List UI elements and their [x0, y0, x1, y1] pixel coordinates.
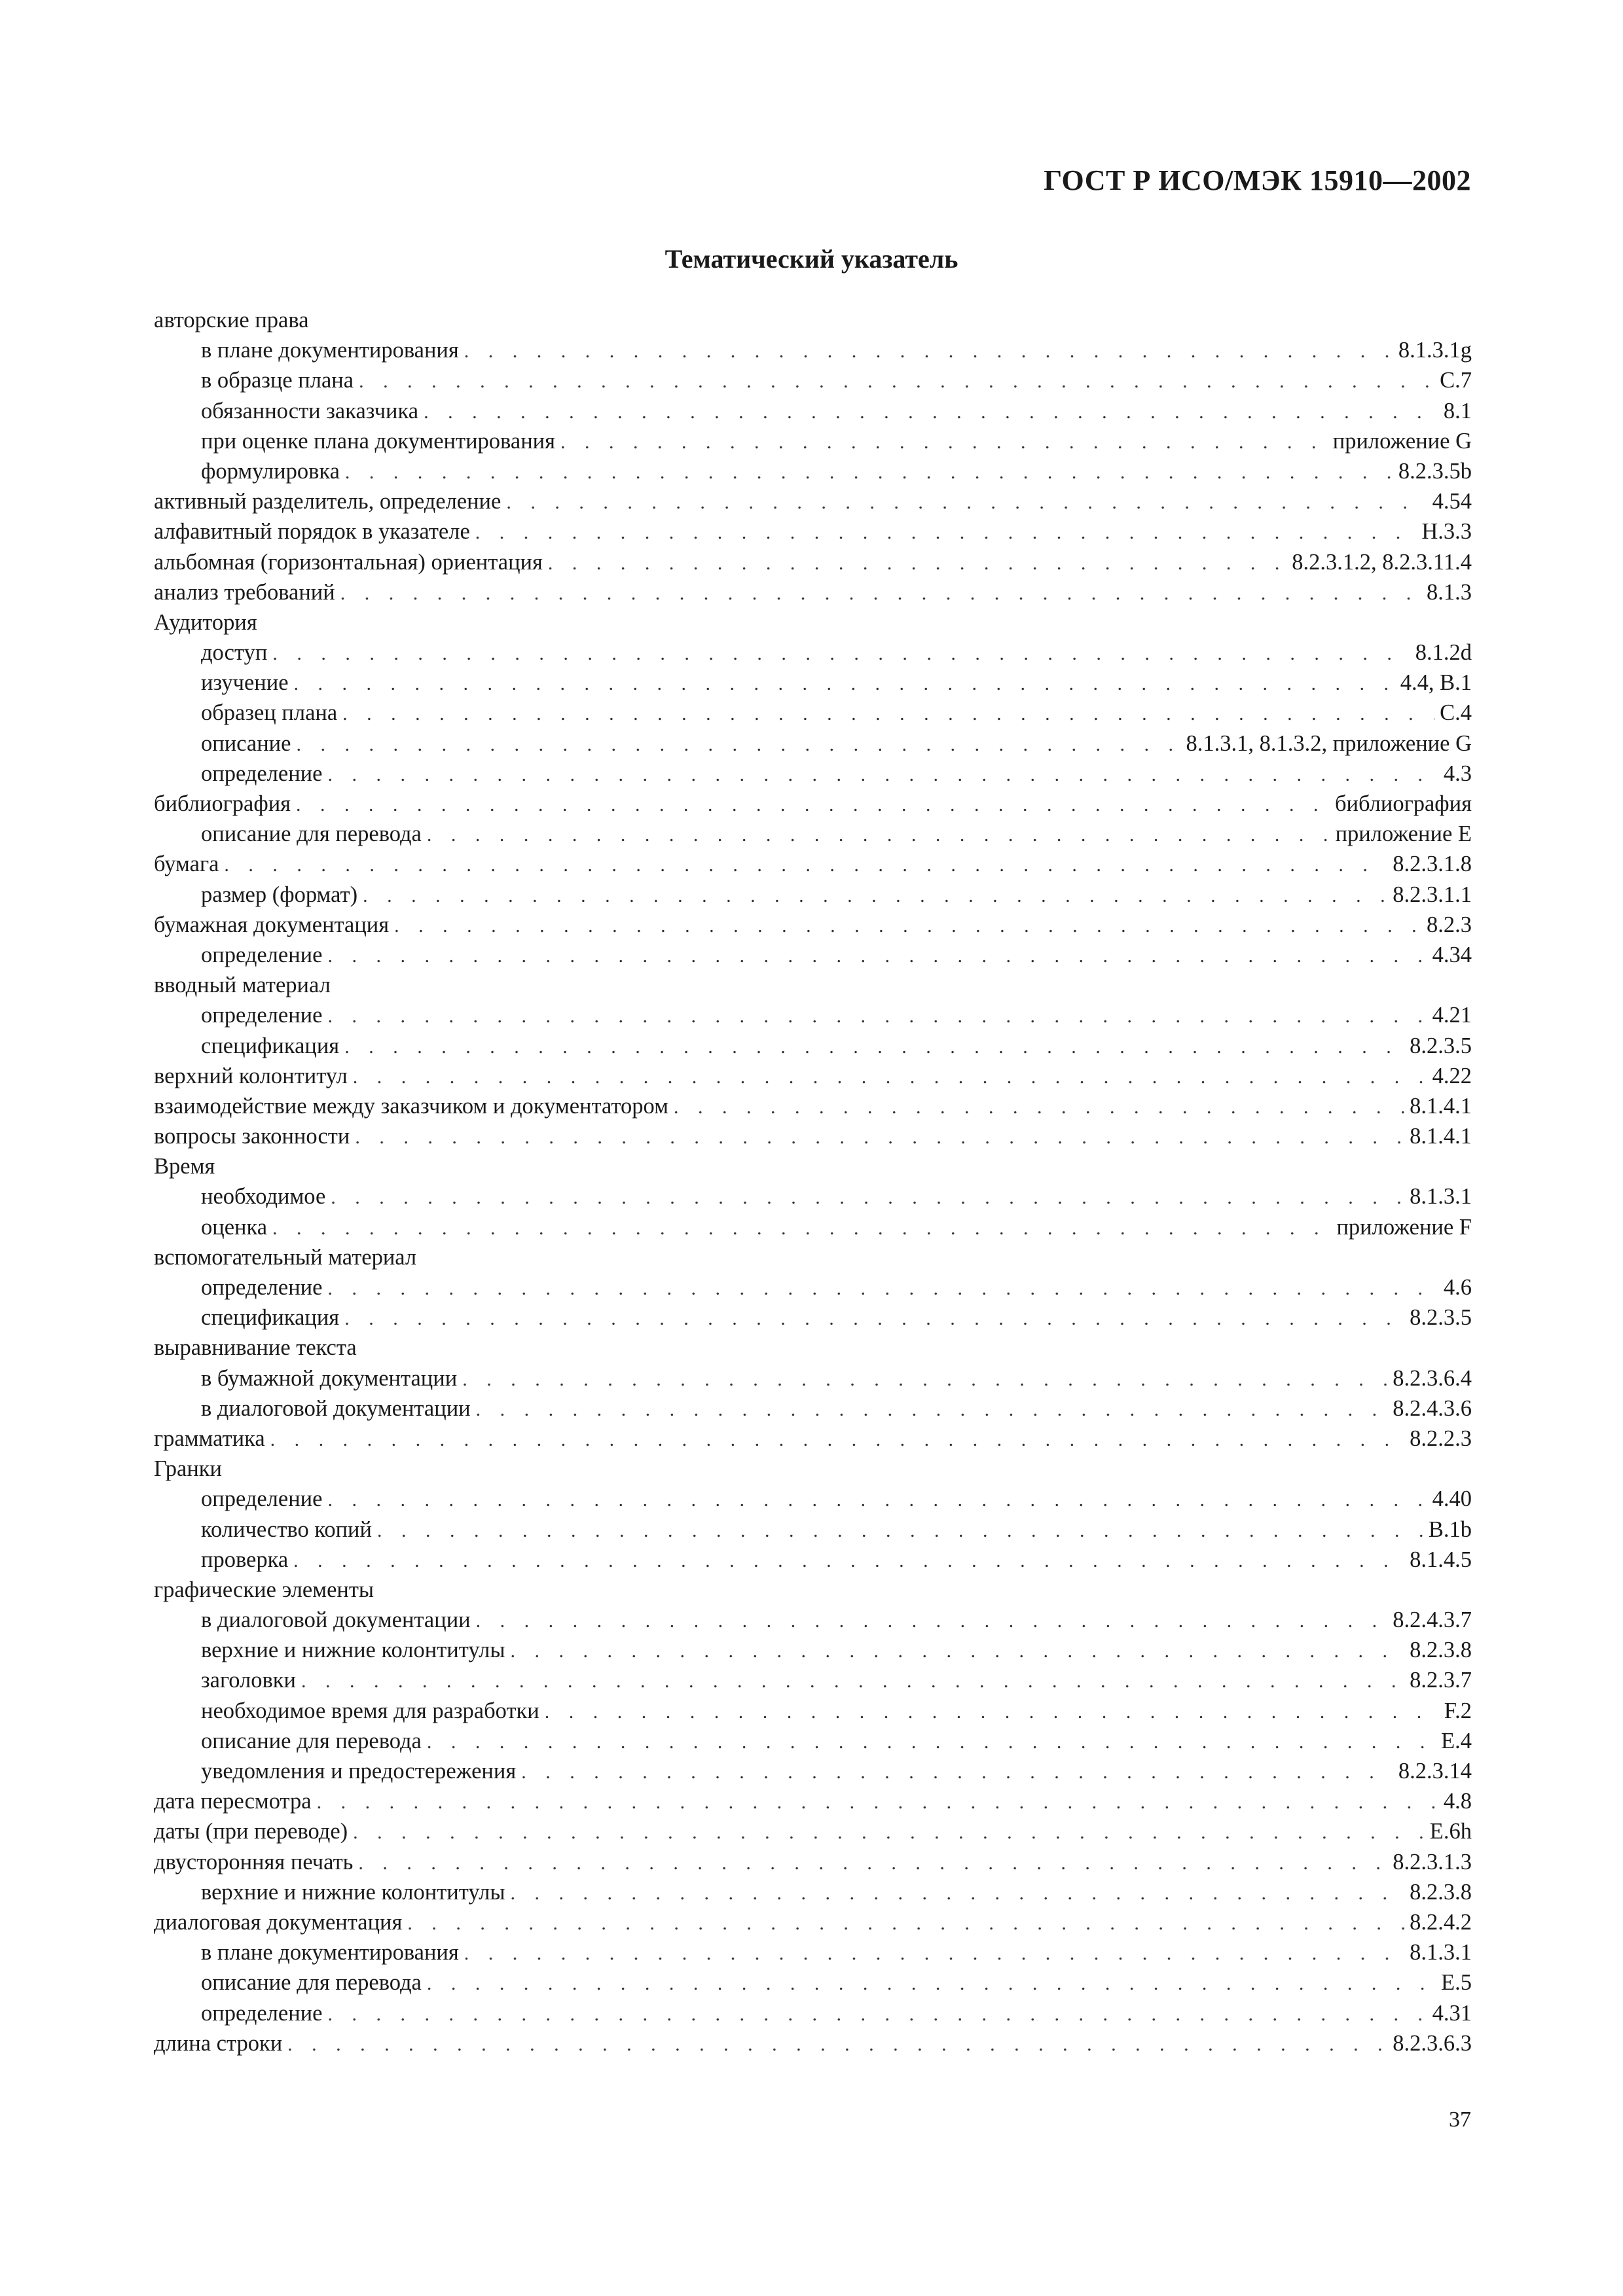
index-reference: 4.34 — [1432, 942, 1472, 967]
dot-leader — [464, 336, 1393, 367]
dot-leader — [506, 488, 1427, 518]
index-reference: приложение Е — [1335, 821, 1472, 847]
dot-leader — [427, 820, 1330, 850]
dot-leader — [355, 1122, 1404, 1153]
index-term: образец плана — [201, 700, 338, 726]
index-reference: библиография — [1334, 791, 1472, 816]
index-entry — [154, 1151, 1472, 1181]
index-subentry — [154, 880, 1472, 910]
index-reference: 4.40 — [1432, 1486, 1472, 1512]
index-entry — [154, 1121, 1472, 1151]
dot-leader — [296, 730, 1180, 760]
index-reference: 8.2.3.5 — [1410, 1033, 1472, 1058]
index-term: взаимодействие между заказчиком и документатором — [154, 1093, 668, 1119]
dot-leader — [272, 639, 1410, 669]
dot-leader — [344, 1032, 1404, 1062]
index-reference: 8.2.3.1.3 — [1393, 1849, 1472, 1874]
index-reference: 8.2.3.1.1 — [1393, 882, 1472, 907]
index-term: дата пересмотра — [154, 1789, 312, 1814]
dot-leader — [327, 1485, 1427, 1515]
index-reference: 8.1.4.1 — [1410, 1124, 1472, 1149]
index-reference: F.2 — [1444, 1698, 1472, 1723]
index-entry — [154, 577, 1472, 607]
document-code: ГОСТ Р ИСО/МЭК 15910—2002 — [1044, 164, 1471, 196]
dot-leader — [511, 1636, 1405, 1666]
index-term: грамматика — [154, 1426, 265, 1451]
index-entry — [154, 516, 1472, 547]
index-term: верхние и нижние колонтитулы — [201, 1879, 505, 1905]
index-subentry — [154, 1031, 1472, 1061]
index-reference: 8.1.3.1 — [1410, 1940, 1472, 1965]
dot-leader — [327, 2000, 1427, 2030]
index-term: алфавитный порядок в указателе — [154, 519, 470, 545]
index-subentry — [154, 335, 1472, 365]
index-term: альбомная (горизонтальная) ориентация — [154, 549, 543, 575]
index-entry — [154, 1091, 1472, 1121]
index-reference: 8.1.2d — [1415, 640, 1472, 666]
index-entry — [154, 1424, 1472, 1454]
dot-leader — [296, 790, 1330, 820]
dot-leader — [345, 457, 1393, 488]
index-term: необходимое — [201, 1184, 326, 1210]
index-entry — [154, 1816, 1472, 1846]
index-reference: 8.1.3.1, 8.1.3.2, приложение G — [1186, 730, 1472, 756]
index-term: определение — [201, 761, 323, 786]
index-reference: 4.31 — [1432, 2000, 1472, 2026]
index-reference: приложение G — [1332, 428, 1472, 454]
index-reference: 8.1.3.1 — [1410, 1184, 1472, 1210]
index-reference: 4.21 — [1432, 1003, 1472, 1028]
index-subentry — [154, 1696, 1472, 1726]
index-term: описание для перевода — [201, 821, 422, 847]
index-entry — [154, 1454, 1472, 1484]
index-subentry — [154, 365, 1472, 395]
index-subentry — [154, 1000, 1472, 1030]
index-subentry — [154, 1877, 1472, 1907]
dot-leader — [377, 1516, 1423, 1546]
index-term: необходимое время для разработки — [201, 1698, 539, 1723]
index-term: заголовки — [201, 1668, 297, 1693]
index-subentry — [154, 940, 1472, 970]
index-term: описание — [201, 730, 291, 756]
index-reference: 4.4, В.1 — [1400, 670, 1472, 696]
index-entry — [154, 1333, 1472, 1363]
index-term: в диалоговой документации — [201, 1395, 471, 1421]
dot-leader — [476, 1606, 1388, 1636]
dot-leader — [475, 518, 1417, 548]
dot-leader — [674, 1092, 1404, 1122]
dot-leader — [331, 1183, 1404, 1213]
dot-leader — [548, 548, 1286, 579]
index-reference: 8.2.3.1.2, 8.2.3.11.4 — [1292, 549, 1472, 575]
index-subentry — [154, 1635, 1472, 1665]
index-term: бумажная документация — [154, 912, 390, 937]
index-subentry — [154, 1181, 1472, 1211]
index-reference: 8.2.3.8 — [1410, 1638, 1472, 1663]
index-subentry — [154, 1393, 1472, 1424]
index-term: даты (при переводе) — [154, 1819, 348, 1844]
index-term: описание для перевода — [201, 1728, 422, 1753]
index-term: библиография — [154, 791, 291, 816]
dot-leader — [317, 1787, 1438, 1818]
index-reference: 8.2.3.5b — [1398, 458, 1472, 484]
dot-leader — [427, 1969, 1436, 1999]
index-entry — [154, 849, 1472, 879]
index-title: Тематический указатель — [665, 244, 958, 274]
index-entry — [154, 789, 1472, 819]
index-term: вводный материал — [154, 973, 331, 998]
dot-leader — [340, 579, 1421, 609]
index-subentry — [154, 1937, 1472, 1967]
index-entry — [154, 970, 1472, 1000]
index-subentry — [154, 1515, 1472, 1545]
index-reference: С.7 — [1440, 368, 1472, 393]
index-entry — [154, 486, 1472, 516]
index-subentry — [154, 396, 1472, 426]
dot-leader — [301, 1666, 1404, 1696]
index-reference: 8.2.3.7 — [1410, 1668, 1472, 1693]
index-entry — [154, 1847, 1472, 1877]
index-term: при оценке плана документирования — [201, 428, 555, 454]
index-entry — [154, 1907, 1472, 1937]
index-term: Гранки — [154, 1456, 223, 1482]
index-reference: 8.1.3.1g — [1398, 338, 1472, 363]
index-term: определение — [201, 1003, 323, 1028]
index-term: размер (формат) — [201, 882, 358, 907]
index-term: спецификация — [201, 1033, 340, 1058]
index-subentry — [154, 426, 1472, 456]
index-reference: 8.2.3.5 — [1410, 1305, 1472, 1331]
dot-leader — [327, 1274, 1438, 1304]
index-reference: Н.3.3 — [1421, 519, 1472, 545]
dot-leader — [327, 941, 1427, 971]
index-term: выравнивание текста — [154, 1335, 357, 1361]
index-term: в образце плана — [201, 368, 354, 393]
index-subentry — [154, 1665, 1472, 1695]
index-term: верхние и нижние колонтитулы — [201, 1638, 505, 1663]
index-reference: 8.2.4.2 — [1410, 1909, 1472, 1935]
index-term: графические элементы — [154, 1577, 374, 1602]
index-list — [154, 305, 1472, 2058]
dot-leader — [344, 1304, 1404, 1334]
index-entry — [154, 1242, 1472, 1272]
index-term: вопросы законности — [154, 1124, 350, 1149]
index-term: в диалоговой документации — [201, 1607, 471, 1633]
index-subentry — [154, 1272, 1472, 1302]
index-subentry — [154, 668, 1472, 698]
index-entry — [154, 910, 1472, 940]
index-subentry — [154, 1998, 1472, 2028]
index-subentry — [154, 1756, 1472, 1786]
index-reference: приложение F — [1336, 1214, 1472, 1240]
index-term: изучение — [201, 670, 289, 696]
index-term: бумага — [154, 852, 219, 877]
index-entry — [154, 1061, 1472, 1091]
index-entry — [154, 1786, 1472, 1816]
index-term: двусторонняя печать — [154, 1849, 354, 1874]
index-term: определение — [201, 1486, 323, 1512]
index-subentry — [154, 759, 1472, 789]
dot-leader — [407, 1909, 1404, 1939]
index-term: вспомогательный материал — [154, 1244, 417, 1270]
index-term: спецификация — [201, 1305, 340, 1331]
index-term: формулировка — [201, 458, 340, 484]
dot-leader — [327, 1001, 1427, 1031]
index-term: обязанности заказчика — [201, 398, 419, 423]
dot-leader — [359, 367, 1434, 397]
index-reference: 8.2.3.14 — [1398, 1759, 1472, 1784]
dot-leader — [270, 1425, 1404, 1455]
index-term: анализ требований — [154, 579, 335, 605]
dot-leader — [427, 1727, 1436, 1757]
index-term: верхний колонтитул — [154, 1063, 348, 1088]
index-subentry — [154, 1545, 1472, 1575]
index-subentry — [154, 1726, 1472, 1756]
index-subentry — [154, 728, 1472, 759]
index-reference: 4.6 — [1443, 1275, 1472, 1300]
dot-leader — [342, 699, 1434, 729]
dot-leader — [545, 1697, 1439, 1727]
page-number: 37 — [1449, 2108, 1471, 2132]
index-subentry — [154, 1363, 1472, 1393]
dot-leader — [511, 1878, 1405, 1909]
index-subentry — [154, 1605, 1472, 1635]
index-reference: 8.2.3 — [1427, 912, 1472, 937]
index-reference: 8.1.4.1 — [1410, 1093, 1472, 1119]
dot-leader — [521, 1757, 1393, 1787]
index-term: проверка — [201, 1547, 289, 1572]
index-reference: 8.2.4.3.6 — [1393, 1395, 1472, 1421]
index-subentry — [154, 456, 1472, 486]
index-term: в плане документирования — [201, 338, 459, 363]
dot-leader — [394, 911, 1421, 941]
dot-leader — [353, 1062, 1427, 1092]
index-reference: 4.22 — [1432, 1063, 1472, 1088]
index-reference: Е.6h — [1429, 1819, 1472, 1844]
index-reference: 8.2.4.3.7 — [1393, 1607, 1472, 1633]
dot-leader — [287, 2030, 1387, 2060]
dot-leader — [224, 850, 1387, 880]
index-entry — [154, 607, 1472, 637]
index-reference: 4.54 — [1432, 489, 1472, 514]
dot-leader — [424, 397, 1438, 427]
index-subentry — [154, 698, 1472, 728]
index-term: определение — [201, 942, 323, 967]
index-reference: 4.3 — [1443, 761, 1472, 786]
index-reference: 8.1.4.5 — [1410, 1547, 1472, 1572]
index-entry — [154, 547, 1472, 577]
index-subentry — [154, 1484, 1472, 1514]
index-term: Аудитория — [154, 609, 257, 635]
dot-leader — [272, 1213, 1331, 1244]
index-reference: Е.5 — [1441, 1970, 1472, 1996]
index-term: авторские права — [154, 308, 309, 332]
dot-leader — [560, 427, 1328, 457]
index-reference: 8.2.3.6.4 — [1393, 1365, 1472, 1391]
index-subentry — [154, 1967, 1472, 1998]
index-reference: 8.1 — [1443, 398, 1472, 423]
index-term: описание для перевода — [201, 1970, 422, 1996]
index-reference: 8.2.3.6.3 — [1393, 2030, 1472, 2056]
index-term: активный разделитель, определение — [154, 489, 501, 514]
index-entry — [154, 2028, 1472, 2058]
index-subentry — [154, 1302, 1472, 1333]
dot-leader — [464, 1939, 1404, 1969]
index-reference: В.1b — [1428, 1516, 1472, 1542]
index-reference: 8.2.3.8 — [1410, 1879, 1472, 1905]
index-entry — [154, 1575, 1472, 1605]
index-term: в плане документирования — [201, 1940, 459, 1965]
index-term: количество копий — [201, 1516, 372, 1542]
index-term: длина строки — [154, 2030, 283, 2056]
index-term: определение — [201, 1275, 323, 1300]
dot-leader — [363, 881, 1387, 911]
index-entry — [154, 305, 1472, 335]
dot-leader — [294, 669, 1395, 699]
index-subentry — [154, 819, 1472, 849]
index-reference: 8.2.2.3 — [1410, 1426, 1472, 1451]
dot-leader — [353, 1818, 1425, 1848]
index-term: Время — [154, 1154, 215, 1179]
index-subentry — [154, 1212, 1472, 1242]
index-term: в бумажной документации — [201, 1365, 458, 1391]
index-term: диалоговая документация — [154, 1909, 403, 1935]
index-term: доступ — [201, 640, 268, 666]
index-reference: 8.2.3.1.8 — [1393, 852, 1472, 877]
index-reference: С.4 — [1440, 700, 1472, 726]
index-term: определение — [201, 2000, 323, 2026]
dot-leader — [476, 1395, 1388, 1425]
dot-leader — [462, 1365, 1387, 1395]
dot-leader — [293, 1546, 1404, 1576]
index-subentry — [154, 637, 1472, 668]
index-reference: Е.4 — [1441, 1728, 1472, 1753]
index-reference: 8.1.3 — [1427, 579, 1472, 605]
dot-leader — [327, 760, 1438, 790]
index-term: уведомления и предостережения — [201, 1759, 517, 1784]
index-term: оценка — [201, 1214, 268, 1240]
index-reference: 4.8 — [1443, 1789, 1472, 1814]
dot-leader — [358, 1848, 1387, 1878]
